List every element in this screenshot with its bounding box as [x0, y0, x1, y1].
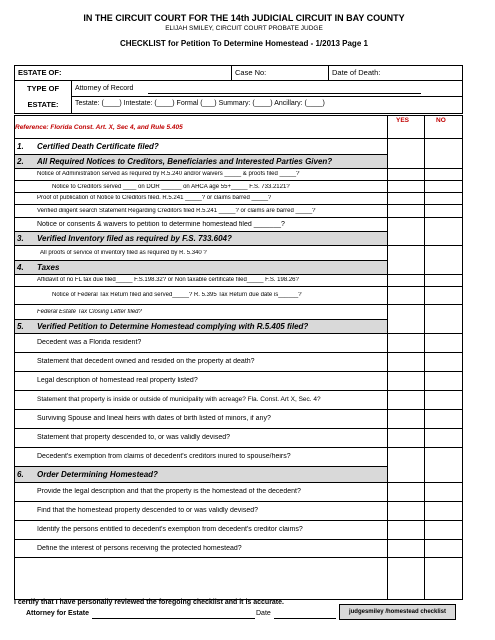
- reference-text: Reference: Florida Const. Art. X, Sec 4, and Rule 5.405: [15, 124, 183, 131]
- document-header: [14, 13, 474, 49]
- estate-label: ESTATE:: [27, 100, 59, 109]
- item-text: Verified diligent search Statement Regarding Creditors filed R.5.241 _____? or claims are barred _____?: [37, 208, 316, 214]
- item-text: Notice or consents & waivers to petition to determine homestead filed _______?: [37, 221, 285, 228]
- attorney-for-estate-label: Attorney for Estate: [26, 610, 90, 617]
- estate-info-box: [14, 65, 463, 114]
- section-2-row[interactable]: [15, 154, 387, 168]
- section-1-row[interactable]: [15, 138, 462, 154]
- checklist-item[interactable]: [15, 245, 462, 260]
- section-title: Order Determining Homestead?: [37, 470, 158, 479]
- item-text: Provide the legal description and that the property is the homestead of the decedent?: [37, 488, 301, 495]
- item-text: Decedent's exemption from claims of decedent's creditors inured to spouse/heirs?: [37, 453, 291, 460]
- section-number: 5.: [17, 322, 24, 331]
- checklist-item[interactable]: [15, 217, 462, 231]
- checklist-item[interactable]: [15, 304, 462, 319]
- checklist-item[interactable]: [15, 520, 462, 539]
- section-number: 4.: [17, 263, 24, 272]
- item-text: Find that the homestead property descended to or was validly devised?: [37, 507, 259, 514]
- attorney-signature-field[interactable]: [92, 618, 255, 619]
- item-text: Federal Estate Tax Closing Letter filed?: [37, 309, 142, 315]
- estate-of-field[interactable]: ESTATE OF:: [18, 68, 62, 77]
- attorney-of-record-label: Attorney of Record: [75, 85, 134, 92]
- attorney-of-record-field[interactable]: [148, 93, 421, 94]
- item-text: Notice of Administration served as required by R.5.240 and/or waivers _____ & proofs filed _____?: [37, 171, 300, 177]
- checklist-item[interactable]: [15, 390, 462, 409]
- checklist-item[interactable]: [15, 274, 462, 286]
- item-text: Proof of publication of Notice to Creditors filed. R.5.241 _____? or claims barred _____?: [37, 195, 272, 201]
- item-text: Identify the persons entitled to decedent's exemption from decedent's creditor claims?: [37, 526, 303, 533]
- date-label: Date: [256, 610, 271, 617]
- section-title: Taxes: [37, 263, 60, 272]
- court-title: IN THE CIRCUIT COURT FOR THE 14th JUDICIAL CIRCUIT IN BAY COUNTY: [83, 13, 405, 23]
- type-of-label: TYPE OF: [26, 84, 60, 93]
- checklist-item[interactable]: [15, 447, 462, 466]
- checklist-item[interactable]: [15, 409, 462, 428]
- date-of-death-field[interactable]: Date of Death:: [332, 68, 381, 77]
- no-header: NO: [436, 117, 446, 124]
- section-title: Verified Petition to Determine Homestead complying with R.5.405 filed?: [37, 322, 309, 331]
- checklist-item[interactable]: [15, 371, 462, 390]
- item-text: Notice of Federal Tax Return filed and served_____? R. 5.395 Tax Return due date is______?: [52, 292, 302, 298]
- section-5-row[interactable]: [15, 319, 387, 333]
- item-text: Decedent was a Florida resident?: [37, 339, 142, 346]
- checklist-item[interactable]: [15, 501, 462, 520]
- section-title: Certified Death Certificate filed?: [37, 142, 159, 151]
- item-text: Affidavit of no FL tax due filed_____ F.S.198.32? or Non taxable certificate filed_____ F.S. 198.26?: [37, 277, 299, 283]
- estate-row: [15, 66, 462, 81]
- section-number: 3.: [17, 234, 24, 243]
- estate-type-label: [15, 81, 72, 113]
- checklist-item[interactable]: [15, 204, 462, 217]
- section-title: Verified Inventory filed as required by F.S. 733.604?: [37, 234, 232, 243]
- checklist-table: [14, 115, 463, 600]
- checklist-title: CHECKLIST for Petition To Determine Homestead - 1/2013 Page 1: [120, 39, 368, 48]
- item-text: Legal description of homestead real property listed?: [37, 377, 198, 384]
- item-text: Statement that property descended to, or was validly devised?: [37, 434, 230, 441]
- section-number: 1.: [17, 142, 24, 151]
- date-field[interactable]: [274, 618, 336, 619]
- footer-badge: judgesmiley /homestead checklist: [339, 604, 456, 620]
- checklist-item[interactable]: [15, 333, 462, 352]
- checklist-item[interactable]: [15, 539, 462, 557]
- yes-header: YES: [396, 117, 410, 124]
- checklist-item[interactable]: [15, 168, 462, 180]
- checklist-item[interactable]: [15, 428, 462, 447]
- checklist-item[interactable]: [15, 352, 462, 371]
- judge-subtitle: ELIJAH SMILEY, CIRCUIT COURT PROBATE JUDGE: [165, 25, 323, 32]
- section-number: 2.: [17, 157, 24, 166]
- section-6-row[interactable]: [15, 466, 387, 482]
- checklist-item[interactable]: [15, 192, 462, 204]
- item-text: All proofs of service of inventory filed as required by R. 5.340 ?: [40, 250, 207, 256]
- item-text: Notice to Creditors served ____ on DOR ______ on AHCA age 55+_____ F.S. 733.2121?: [52, 184, 290, 190]
- checklist-item[interactable]: [15, 180, 462, 192]
- item-text: Surviving Spouse and lineal heirs with dates of birth listed of minors, if any?: [37, 415, 271, 422]
- checklist-item[interactable]: [15, 286, 462, 304]
- item-text: Define the interest of persons receiving the protected homestead?: [37, 545, 242, 552]
- item-text: Statement that decedent owned and resided on the property at death?: [37, 358, 255, 365]
- checklist-item[interactable]: [15, 482, 462, 501]
- section-title: All Required Notices to Creditors, Beneficiaries and Interested Parties Given?: [37, 157, 333, 166]
- reference-row: [15, 116, 462, 129]
- certification-statement: I certify that I have personally reviewed the foregoing checklist and it is accurate.: [14, 599, 284, 606]
- section-4-row[interactable]: [15, 260, 387, 274]
- blank-row: [15, 557, 462, 599]
- case-no-field[interactable]: Case No:: [235, 68, 267, 77]
- section-3-row[interactable]: [15, 231, 387, 245]
- item-text: Statement that property is inside or outside of municipality with acreage? Fla. Const. Art X, Sec. 4?: [37, 396, 321, 403]
- estate-type-options[interactable]: Testate: (____) Intestate: (____) Formal (___) Summary: (____) Ancillary: (____): [75, 100, 325, 107]
- section-number: 6.: [17, 470, 24, 479]
